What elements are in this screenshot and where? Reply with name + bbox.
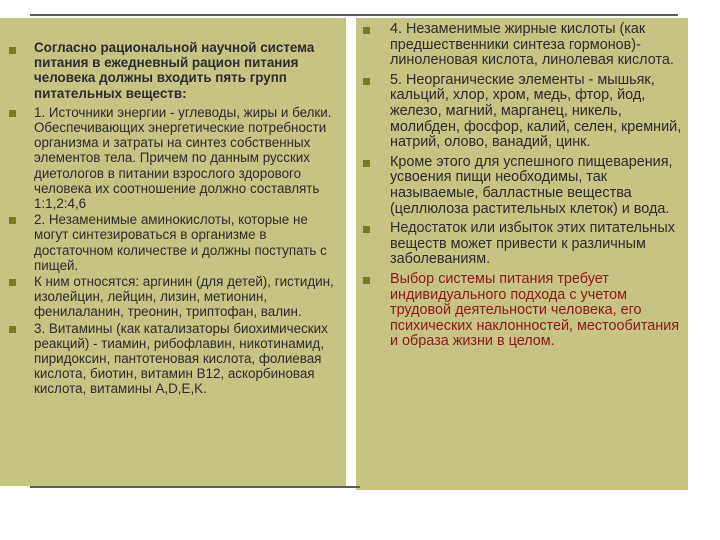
left-bullet-list — [0, 40, 340, 397]
list-item — [356, 221, 686, 268]
item-text: 1. Источники энергии - углеводы, жиры и белки. Обеспечивающих энергетические потребности организма и затраты на синтез собственных элементов тела. Причем по данным русских диетологов в питании взрослого здорового человека их соотношение должно составлять 1:1,2:4,6 — [34, 104, 332, 212]
list-item — [356, 73, 686, 151]
list-item — [0, 321, 340, 397]
square-bullet-icon — [9, 326, 16, 333]
list-item — [0, 40, 340, 101]
square-bullet-icon — [363, 78, 370, 85]
square-bullet-icon — [363, 160, 370, 167]
item-text: К ним относятся: аргинин (для детей), гистидин, изолейцин, лейцин, лизин, метионин, фенилаланин, треонин, триптофан, валин. — [34, 274, 334, 320]
list-item — [356, 22, 686, 69]
square-bullet-icon — [363, 226, 370, 233]
intro-text: Согласно рациональной научной система питания в ежедневный рацион питания человека должны входить пять групп питательных веществ: — [34, 40, 315, 101]
square-bullet-icon — [9, 47, 16, 54]
item-text: 3. Витамины (как катализаторы биохимических реакций) - тиамин, рибофлавин, никотинамид, пиридоксин, пантотеновая кислота, фолиевая кислота, биотин, витамин B12, аскорбиновая кислота, витамины A,D,E,K. — [34, 320, 328, 397]
list-item — [0, 212, 340, 273]
item-text: Недостаток или избыток этих питательных веществ может привести к различным заболеваниям. — [390, 220, 675, 268]
right-bullet-list — [356, 22, 686, 350]
list-item — [0, 105, 340, 211]
item-text: 2. Незаменимые аминокислоты, которые не могут синтезироваться в организме в достаточном количестве и должны поступать с пищей. — [34, 212, 327, 273]
list-item — [356, 155, 686, 217]
bottom-rule — [30, 486, 360, 488]
right-column — [356, 22, 686, 350]
item-text: 4. Незаменимые жирные кислоты (как предшественники синтеза гормонов)- линоленовая кислота, линолевая кислота. — [390, 21, 674, 69]
square-bullet-icon — [363, 27, 370, 34]
list-item — [0, 274, 340, 320]
list-item — [356, 272, 686, 350]
square-bullet-icon — [9, 110, 16, 117]
conclusion-text: Выбор системы питания требует индивидуального подхода с учетом трудовой деятельности человека, его психических наклонностей, местообитания и образа жизни в целом. — [390, 270, 680, 350]
square-bullet-icon — [9, 217, 16, 224]
item-text: 5. Неорганические элементы - мышьяк, кальций, хлор, хром, медь, фтор, йод, железо, магний, марганец, никель, молибден, фосфор, калий, селен, кремний, натрий, олово, ванадий, цинк. — [390, 71, 682, 151]
item-text: Кроме этого для успешного пищеварения, усвоения пищи необходимы, так называемые, балластные вещества (целлюлоза растительных клеток) и вода. — [390, 153, 673, 217]
square-bullet-icon — [9, 279, 16, 286]
square-bullet-icon — [363, 277, 370, 284]
top-rule — [30, 14, 678, 16]
left-column — [0, 40, 340, 397]
